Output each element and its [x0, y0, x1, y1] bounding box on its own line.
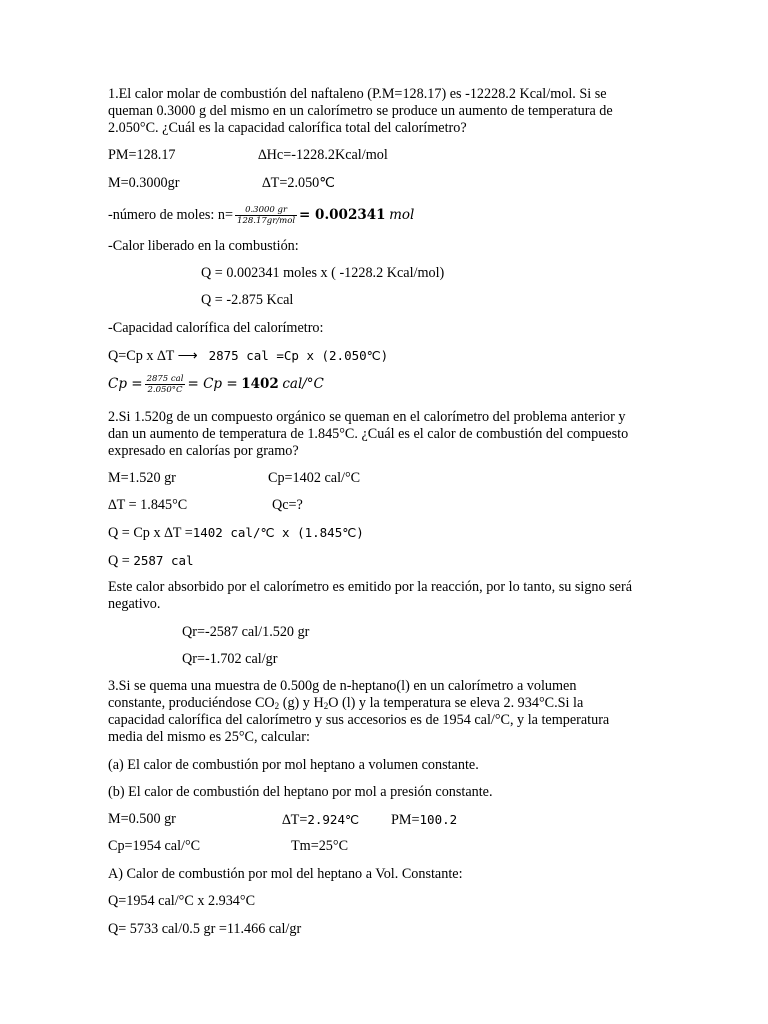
p1-cp-left: Cp =: [108, 375, 143, 392]
p3-delta-t-label: ∆T=: [282, 812, 308, 828]
p1-moles-unit: mol: [389, 206, 415, 223]
p2-note-line-2: negativo.: [108, 596, 161, 612]
p1-cp-numerator: 2875 cal: [146, 374, 184, 384]
p3-solution-a-title: A) Calor de combustión por mol del heptano a Vol. Constante:: [108, 866, 463, 882]
p1-cp-unit: cal/°C: [282, 375, 324, 392]
p1-q-equation-1: Q = 0.002341 moles x ( -1228.2 Kcal/mol): [201, 265, 445, 281]
p3-statement-line-4: media del mismo es 25°C, calcular:: [108, 729, 310, 745]
p1-dhc: ∆Hc=-1228.2Kcal/mol: [258, 147, 388, 163]
p1-cp-equation: [108, 374, 324, 395]
p3-line2-a: constante, produciéndose CO: [108, 695, 275, 711]
p3-part-a: (a) El calor de combustión por mol heptano a volumen constante.: [108, 757, 479, 773]
p2-statement-line-2: dan un aumento de temperatura de 1.845°C. ¿Cuál es el calor de combustión del compuesto: [108, 426, 629, 442]
p2-statement-line-3: expresado en calorías por gramo?: [108, 443, 299, 459]
p2-qr-1: Qr=-2587 cal/1.520 gr: [182, 624, 310, 640]
p3-pm-label: PM=: [391, 812, 420, 828]
p2-qr-2: Qr=-1.702 cal/gr: [182, 651, 278, 667]
p1-moles-equation: [108, 205, 414, 226]
p3-part-b: (b) El calor de combustión del heptano por mol a presión constante.: [108, 784, 493, 800]
p1-statement-line-2: queman 0.3000 g del mismo en un calorímetro se produce un aumento de temperatura de: [108, 103, 613, 119]
p3-h2o-subscript: 2: [323, 701, 329, 711]
p1-statement-line-3: 2.050°C. ¿Cuál es la capacidad calorífica total del calorímetro?: [108, 120, 467, 136]
p3-solution-q1: Q=1954 cal/°C x 2.934°C: [108, 893, 256, 909]
p1-q-equation-2: Q = -2.875 Kcal: [201, 292, 294, 308]
p1-pm: PM=128.17: [108, 147, 176, 163]
p3-co2-subscript: 2: [274, 701, 280, 711]
p2-mass: M=1.520 gr: [108, 470, 176, 486]
p3-line2-c: O (l) y la temperatura se eleva 2. 934°C.Si la: [328, 695, 584, 711]
p1-cp-denominator: 2.050°C: [147, 385, 183, 395]
p1-cp-result: 1402: [241, 375, 279, 392]
p3-line2-b: (g) y H: [279, 695, 324, 711]
p2-q-equation: [108, 524, 364, 542]
p3-solution-q2: Q= 5733 cal/0.5 gr =11.466 cal/gr: [108, 921, 302, 937]
p2-qc: Qc=?: [272, 497, 303, 513]
p3-statement-line-2: [108, 695, 583, 712]
p3-delta-t-value: 2.924℃: [307, 812, 360, 827]
p2-q-eq-a: Q = Cp x ∆T =: [108, 525, 193, 541]
p3-pm: [391, 811, 457, 829]
p3-statement-line-3: capacidad calorífica del calorímetro y sus accesorios es de 1954 cal/°C, y la temperatura: [108, 712, 610, 728]
p2-note-line-1: Este calor absorbido por el calorímetro es emitido por la reacción, por lo tanto, su signo será: [108, 579, 632, 595]
p3-mass: M=0.500 gr: [108, 811, 176, 827]
p1-moles-label: -número de moles: n=: [108, 206, 234, 223]
p1-capacity-eq-b: 2875 cal =Cp x (2.050℃): [208, 348, 389, 363]
p1-heat-label: -Calor liberado en la combustión:: [108, 238, 299, 254]
p1-capacity-equation: [108, 347, 388, 365]
p3-cp: Cp=1954 cal/°C: [108, 838, 201, 854]
p2-q-eq-b: 1402 cal/℃ x (1.845℃): [192, 525, 364, 540]
p1-cp-fraction: [145, 374, 186, 395]
p1-moles-fraction: [235, 205, 297, 226]
p2-statement-line-1: 2.Si 1.520g de un compuesto orgánico se queman en el calorímetro del problema anterior y: [108, 409, 626, 425]
p1-moles-result: = 0.002341: [299, 206, 386, 223]
p3-delta-t: [282, 811, 359, 829]
p1-capacity-eq-a: Q=Cp x ∆T ⟶: [108, 348, 198, 364]
p1-moles-numerator: 0.3000 gr: [235, 205, 297, 216]
p2-delta-t: ∆T = 1.845°C: [108, 497, 188, 513]
p3-statement-line-1: 3.Si se quema una muestra de 0.500g de n-heptano(l) en un calorímetro a volumen: [108, 678, 577, 694]
p1-delta-t: ∆T=2.050℃: [262, 175, 336, 191]
p2-cp: Cp=1402 cal/°C: [268, 470, 361, 486]
p2-q-result: [108, 552, 194, 570]
p1-cp-mid: = Cp =: [187, 375, 238, 392]
p3-tm: Tm=25°C: [291, 838, 349, 854]
p1-statement-line-1: 1.El calor molar de combustión del naftaleno (P.M=128.17) es -12228.2 Kcal/mol. Si se: [108, 86, 607, 102]
p2-q-res-a: Q =: [108, 553, 134, 569]
p1-capacity-label: -Capacidad calorífica del calorímetro:: [108, 320, 324, 336]
p2-q-res-b: 2587 cal: [133, 553, 194, 568]
p1-mass: M=0.3000gr: [108, 175, 180, 191]
p3-pm-value: 100.2: [419, 812, 458, 827]
p1-moles-denominator: 128.17gr/mol: [237, 216, 296, 226]
